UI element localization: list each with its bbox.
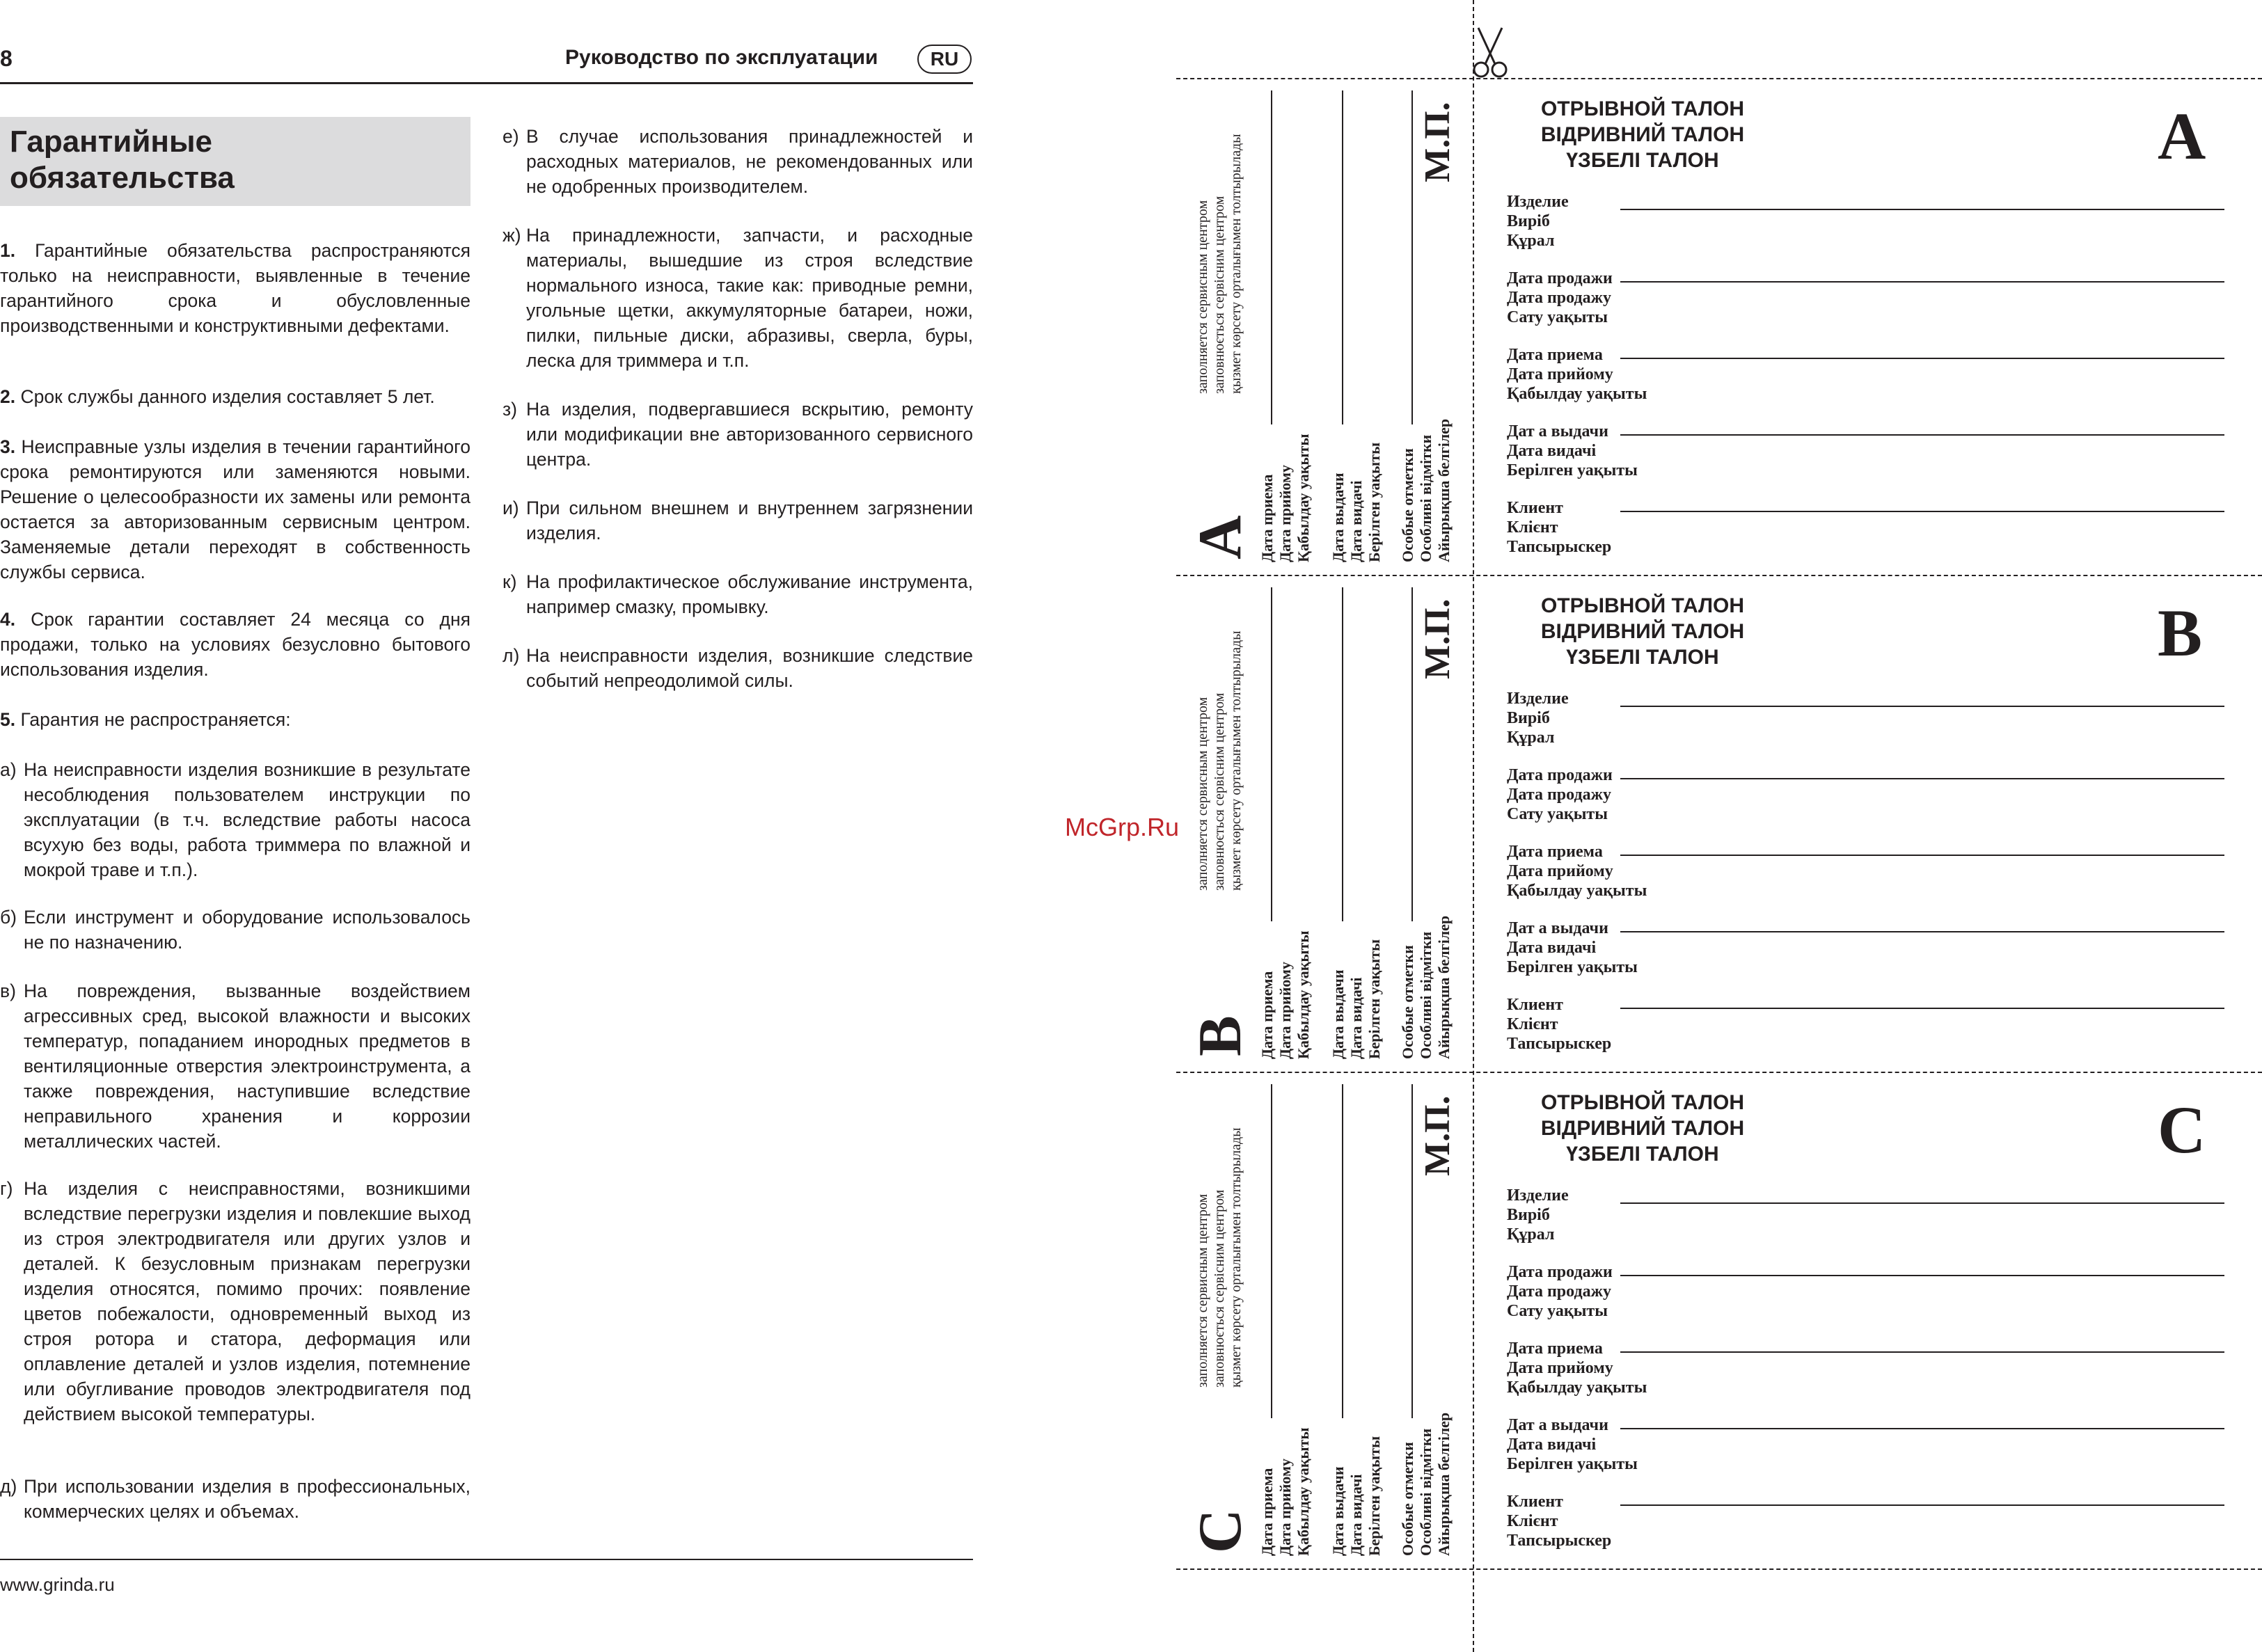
exclusion-item-g: г) На изделия с неисправностями, возникшими вследствие перегрузки изделия и повлекшие выход из строя электродвигателя или других узлов и деталей. К безусловным признакам перегрузки изделия относятся, помимо прочих: появление цветов побежалости, одновременный выход из строя ротора и статора, деформация или оплавление деталей и узлов изделия, потемнение или обугливание проводов электродвигателя под действием высокой температуры. (0, 1178, 470, 1424)
stub-line-receipt[interactable] (1271, 90, 1272, 424)
footer-rule (0, 1559, 973, 1560)
coupon-letter: C (2158, 1093, 2206, 1167)
field-line-receipt-date[interactable] (1620, 1351, 2224, 1353)
stub-line-issue[interactable] (1342, 1084, 1343, 1418)
field-label-issue-date: Дат а выдачи Дата видачі Берілген уақыты (1507, 422, 1638, 479)
exclusion-item-z: з) На изделия, подвергавшиеся вскрытию, ремонту или модификации вне авторизованного сервисного центра. (503, 399, 973, 470)
website-link[interactable]: www.grinda.ru (0, 1574, 115, 1595)
stub-label-issue: Дата выдачи Дата видачі Берілген уақыты (1329, 442, 1383, 562)
stamp-mark: М.П. (1418, 598, 1457, 679)
page-number: 8 (0, 46, 13, 71)
field-line-sale-date[interactable] (1620, 1275, 2224, 1276)
watermark: McGrp.Ru (1065, 813, 1180, 841)
stub-line-notes[interactable] (1411, 587, 1413, 921)
warranty-paragraph-2: 2. Срок службы данного изделия составляет 5 лет. (0, 386, 435, 407)
exclusion-item-e: е) В случае использования принадлежностей и расходных материалов, не рекомендованных или не одобренных производителем. (503, 126, 973, 197)
stub-label-notes: Особые отметки Особливі відмітки Айырықша белгілер (1399, 1412, 1453, 1556)
warranty-title-line1: Гарантийные (10, 125, 213, 159)
field-label-sale-date: Дата продажи Дата продажу Сату уақыты (1507, 1263, 1613, 1320)
exclusion-item-l: л) На неисправности изделия, возникшие следствие событий непреодолимой силы. (503, 645, 973, 691)
field-line-client[interactable] (1620, 1008, 2224, 1009)
coupon-letter: A (2158, 99, 2206, 173)
exclusion-item-a: а) На неисправности изделия возникшие в результате несоблюдения пользователем инструкции по эксплуатации (в т.ч. вследствие работы насоса всухую без воды, работа триммера по влажной и мокрой траве и т.п.). (0, 759, 470, 880)
field-label-sale-date: Дата продажи Дата продажу Сату уақыты (1507, 766, 1613, 823)
field-line-sale-date[interactable] (1620, 281, 2224, 283)
exclusion-item-i: и) При сильном внешнем и внутреннем загрязнении изделия. (503, 498, 973, 543)
exclusion-item-zh: ж) На принадлежности, запчасти, и расходные материалы, вышедшие из строя вследствие нормального износа, такие как: приводные ремни, угольные щетки, аккумуляторные батареи, ножи, пилки, пильные диски, абразивы, сверла, буры, леска для триммера и т.п. (503, 225, 973, 371)
stub-line-issue[interactable] (1342, 90, 1343, 424)
stub-line-notes[interactable] (1411, 90, 1413, 424)
stamp-mark: М.П. (1418, 1095, 1457, 1176)
stub-label-notes: Особые отметки Особливі відмітки Айырықша белгілер (1399, 418, 1453, 562)
cut-line-bc (1176, 1072, 2262, 1073)
field-label-receipt-date: Дата приема Дата прийому Қабылдау уақыты (1507, 346, 1647, 403)
warranty-paragraph-1: 1. Гарантийные обязательства распространяются только на неисправности, выявленные в течение гарантийного срока и обусловленные производственными и конструктивными дефектами. (0, 240, 470, 336)
field-label-client: Клиент Клієнт Тапсырыскер (1507, 499, 1612, 556)
field-label-sale-date: Дата продажи Дата продажу Сату уақыты (1507, 269, 1613, 326)
warranty-paragraph-5: 5. Гарантия не распространяется: (0, 709, 291, 730)
stub-line-receipt[interactable] (1271, 1084, 1272, 1418)
stub-label-notes: Особые отметки Особливі відмітки Айырықша белгілер (1399, 915, 1453, 1059)
stub-service-note: заполняется сервисным центром заповнюється сервісним центром қызмет көрсету орталығымен толтырылады (1195, 134, 1244, 394)
stub-service-note: заполняется сервисным центром заповнюється сервісним центром қызмет көрсету орталығымен толтырылады (1195, 1127, 1244, 1388)
stub-label-receipt: Дата приема Дата прийому Қабылдау уақыты (1258, 434, 1312, 562)
stub-line-notes[interactable] (1411, 1084, 1413, 1418)
field-line-product[interactable] (1620, 209, 2224, 210)
field-label-client: Клиент Клієнт Тапсырыскер (1507, 1493, 1612, 1550)
field-label-client: Клиент Клієнт Тапсырыскер (1507, 996, 1612, 1053)
field-line-issue-date[interactable] (1620, 931, 2224, 932)
field-label-issue-date: Дат а выдачи Дата видачі Берілген уақыты (1507, 919, 1638, 976)
stub-label-issue: Дата выдачи Дата видачі Берілген уақыты (1329, 939, 1383, 1059)
exclusion-item-k: к) На профилактическое обслуживание инструмента, например смазку, промывку. (503, 571, 973, 617)
cut-line-ab (1176, 575, 2262, 576)
stub-line-receipt[interactable] (1271, 587, 1272, 921)
stub-service-note: заполняется сервисным центром заповнюється сервісним центром қызмет көрсету орталығымен толтырылады (1195, 630, 1244, 891)
exclusion-item-b: б) Если инструмент и оборудование использовалось не по назначению. (0, 907, 470, 953)
header-rule (0, 82, 973, 84)
field-line-client[interactable] (1620, 1504, 2224, 1506)
document-title: Руководство по эксплуатации (565, 46, 878, 69)
stub-label-receipt: Дата приема Дата прийому Қабылдау уақыты (1258, 930, 1312, 1059)
warranty-title (10, 124, 235, 196)
stub-letter: B (1187, 1015, 1254, 1056)
field-label-receipt-date: Дата приема Дата прийому Қабылдау уақыты (1507, 843, 1647, 900)
field-line-issue-date[interactable] (1620, 1428, 2224, 1429)
stub-letter: A (1187, 515, 1254, 559)
coupon-title: ОТРЫВНОЙ ТАЛОН ВІДРИВНИЙ ТАЛОН ҮЗБЕЛІ ТАЛОН (1540, 1091, 1745, 1166)
field-line-sale-date[interactable] (1620, 778, 2224, 779)
stub-letter: C (1187, 1509, 1254, 1553)
scissors-icon (1471, 25, 1510, 81)
field-label-issue-date: Дат а выдачи Дата видачі Берілген уақыты (1507, 1416, 1638, 1473)
stub-line-issue[interactable] (1342, 587, 1343, 921)
coupon-title: ОТРЫВНОЙ ТАЛОН ВІДРИВНИЙ ТАЛОН ҮЗБЕЛІ ТАЛОН (1540, 594, 1745, 669)
stub-label-issue: Дата выдачи Дата видачі Берілген уақыты (1329, 1436, 1383, 1556)
cut-line-top (1176, 78, 2262, 79)
warranty-title-line2: обязательства (10, 161, 235, 195)
field-label-product: Изделие Виріб Құрал (1507, 1186, 1569, 1244)
coupon-title: ОТРЫВНОЙ ТАЛОН ВІДРИВНИЙ ТАЛОН ҮЗБЕЛІ ТАЛОН (1540, 97, 1745, 172)
language-badge: RU (917, 45, 972, 74)
field-line-issue-date[interactable] (1620, 434, 2224, 436)
field-line-receipt-date[interactable] (1620, 358, 2224, 359)
warranty-paragraph-4: 4. Срок гарантии составляет 24 месяца со дня продажи, только на условиях безусловно бытового использования изделия. (0, 609, 470, 680)
coupon-letter: B (2158, 596, 2203, 670)
stub-label-receipt: Дата приема Дата прийому Қабылдау уақыты (1258, 1427, 1312, 1556)
exclusion-item-d: д) При использовании изделия в профессиональных, коммерческих целях и объемах. (0, 1476, 470, 1522)
warranty-paragraph-3: 3. Неисправные узлы изделия в течении гарантийного срока ремонтируются или заменяются новыми. Решение о целесообразности их замены или ремонта остается за авторизованным сервисным центром. Заменяемые детали переходят в собственность службы сервиса. (0, 436, 470, 582)
field-label-receipt-date: Дата приема Дата прийому Қабылдау уақыты (1507, 1340, 1647, 1397)
field-line-product[interactable] (1620, 1202, 2224, 1204)
exclusion-item-v: в) На повреждения, вызванные воздействием агрессивных сред, высокой влажности и высоких температур, попаданием инородных предметов в вентиляционные отверстия электроинструмента, а также повреждения, наступившие вследствие неправильного хранения и коррозии металлических частей. (0, 980, 470, 1152)
field-line-receipt-date[interactable] (1620, 855, 2224, 856)
cut-line-vertical (1473, 0, 1474, 1652)
field-label-product: Изделие Виріб Құрал (1507, 193, 1569, 250)
cut-line-bottom (1176, 1568, 2262, 1570)
stamp-mark: М.П. (1418, 102, 1457, 182)
field-label-product: Изделие Виріб Құрал (1507, 690, 1569, 747)
field-line-product[interactable] (1620, 706, 2224, 707)
field-line-client[interactable] (1620, 511, 2224, 512)
